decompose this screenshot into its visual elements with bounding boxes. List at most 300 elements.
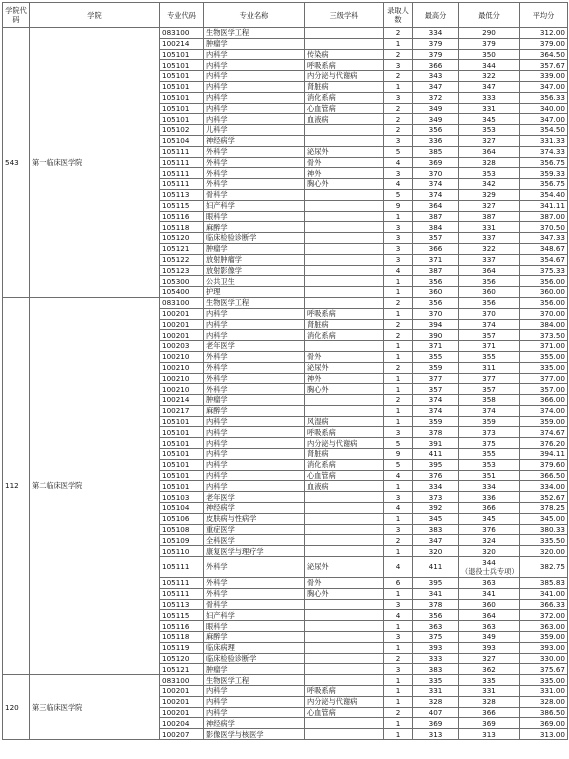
max-score-cell: 379 — [413, 49, 459, 60]
max-score-cell: 364 — [413, 200, 459, 211]
avg-score-cell: 378.25 — [520, 503, 568, 514]
major-code-cell: 105118 — [160, 632, 204, 643]
admitted-cell: 3 — [384, 427, 413, 438]
major-name-cell: 外科学 — [204, 557, 305, 578]
admitted-cell: 2 — [384, 707, 413, 718]
admitted-cell: 4 — [384, 265, 413, 276]
major-name-cell: 神经病学 — [204, 135, 305, 146]
avg-score-cell: 352.67 — [520, 492, 568, 503]
avg-score-cell: 379.60 — [520, 459, 568, 470]
avg-score-cell: 340.00 — [520, 103, 568, 114]
header-major-name: 专业名称 — [204, 3, 305, 28]
max-score-cell: 363 — [413, 621, 459, 632]
avg-score-cell: 339.00 — [520, 71, 568, 82]
major-name-cell: 内科学 — [204, 60, 305, 71]
subject-cell — [305, 503, 384, 514]
major-name-cell: 老年医学 — [204, 492, 305, 503]
subject-cell: 骨外 — [305, 157, 384, 168]
major-code-cell: 105101 — [160, 60, 204, 71]
max-score-cell: 349 — [413, 114, 459, 125]
subject-cell: 消化系病 — [305, 459, 384, 470]
admission-score-table — [2, 2, 568, 740]
admitted-cell: 2 — [384, 319, 413, 330]
subject-cell: 内分泌与代谢病 — [305, 71, 384, 82]
min-score-cell: 350 — [459, 49, 520, 60]
admitted-cell: 2 — [384, 362, 413, 373]
header-major-code: 专业代码 — [160, 3, 204, 28]
major-code-cell: 105106 — [160, 513, 204, 524]
major-name-cell: 眼科学 — [204, 621, 305, 632]
min-score-cell: 334 — [459, 481, 520, 492]
max-score-cell: 394 — [413, 319, 459, 330]
avg-score-cell: 387.00 — [520, 211, 568, 222]
major-code-cell: 100201 — [160, 330, 204, 341]
subject-cell: 胸心外 — [305, 588, 384, 599]
subject-cell — [305, 653, 384, 664]
major-name-cell: 肿瘤学 — [204, 38, 305, 49]
min-score-cell: 344 — [459, 60, 520, 71]
avg-score-cell: 335.00 — [520, 362, 568, 373]
major-code-cell: 100204 — [160, 718, 204, 729]
admitted-cell: 1 — [384, 373, 413, 384]
admitted-cell: 1 — [384, 81, 413, 92]
max-score-cell: 359 — [413, 416, 459, 427]
subject-cell: 神外 — [305, 168, 384, 179]
subject-cell — [305, 265, 384, 276]
min-score-cell: 331 — [459, 103, 520, 114]
avg-score-cell: 347.00 — [520, 114, 568, 125]
min-score-cell: 335 — [459, 675, 520, 686]
major-name-cell: 内科学 — [204, 481, 305, 492]
major-name-cell: 内科学 — [204, 416, 305, 427]
avg-score-cell: 354.40 — [520, 189, 568, 200]
major-code-cell: 105109 — [160, 535, 204, 546]
major-name-cell: 内科学 — [204, 330, 305, 341]
max-score-cell: 345 — [413, 513, 459, 524]
admitted-cell: 1 — [384, 38, 413, 49]
avg-score-cell: 356.33 — [520, 92, 568, 103]
table-row — [3, 297, 568, 308]
max-score-cell: 356 — [413, 297, 459, 308]
avg-score-cell: 382.75 — [520, 557, 568, 578]
min-score-cell: 360 — [459, 599, 520, 610]
school-code-cell: 120 — [3, 675, 30, 740]
major-name-cell: 重症医学 — [204, 524, 305, 535]
max-score-cell: 320 — [413, 546, 459, 557]
avg-score-cell: 347.33 — [520, 233, 568, 244]
min-score-cell: 353 — [459, 125, 520, 136]
admitted-cell: 4 — [384, 557, 413, 578]
min-score-cell: 336 — [459, 492, 520, 503]
header-admitted: 录取人数 — [384, 3, 413, 28]
admitted-cell: 2 — [384, 330, 413, 341]
major-code-cell: 105102 — [160, 125, 204, 136]
avg-score-cell: 385.83 — [520, 578, 568, 589]
header-row — [3, 3, 568, 28]
min-score-cell: 369 — [459, 718, 520, 729]
major-name-cell: 内科学 — [204, 707, 305, 718]
admitted-cell: 3 — [384, 664, 413, 675]
min-score-cell: 353 — [459, 459, 520, 470]
major-name-cell: 外科学 — [204, 373, 305, 384]
avg-score-cell: 373.50 — [520, 330, 568, 341]
major-name-cell: 外科学 — [204, 168, 305, 179]
admitted-cell: 1 — [384, 546, 413, 557]
admitted-cell: 3 — [384, 254, 413, 265]
max-score-cell: 411 — [413, 557, 459, 578]
min-score-cell: 387 — [459, 211, 520, 222]
avg-score-cell: 372.00 — [520, 610, 568, 621]
header-school-code: 学院代码 — [3, 3, 30, 28]
major-name-cell: 生物医学工程 — [204, 675, 305, 686]
subject-cell: 传染病 — [305, 49, 384, 60]
major-code-cell: 105111 — [160, 168, 204, 179]
max-score-cell: 395 — [413, 459, 459, 470]
admitted-cell: 3 — [384, 222, 413, 233]
major-name-cell: 骨科学 — [204, 189, 305, 200]
major-name-cell: 临床检验诊断学 — [204, 653, 305, 664]
max-score-cell: 370 — [413, 168, 459, 179]
max-score-cell: 334 — [413, 28, 459, 39]
min-score-cell: 364 — [459, 146, 520, 157]
school-code-cell: 112 — [3, 297, 30, 674]
major-code-cell: 105111 — [160, 157, 204, 168]
max-score-cell: 374 — [413, 395, 459, 406]
major-code-cell: 105101 — [160, 459, 204, 470]
major-name-cell: 麻醉学 — [204, 222, 305, 233]
header-max-score: 最高分 — [413, 3, 459, 28]
admitted-cell: 1 — [384, 341, 413, 352]
subject-cell — [305, 405, 384, 416]
major-name-cell: 内科学 — [204, 308, 305, 319]
avg-score-cell: 377.00 — [520, 373, 568, 384]
max-score-cell: 374 — [413, 405, 459, 416]
avg-score-cell: 359.00 — [520, 416, 568, 427]
major-name-cell: 护理 — [204, 287, 305, 298]
major-name-cell: 皮肤病与性病学 — [204, 513, 305, 524]
min-score-cell: 322 — [459, 71, 520, 82]
subject-cell: 肾脏病 — [305, 449, 384, 460]
min-score-cell: 366 — [459, 503, 520, 514]
min-score-cell: 320 — [459, 546, 520, 557]
max-score-cell: 385 — [413, 146, 459, 157]
major-name-cell: 外科学 — [204, 578, 305, 589]
header-school: 学院 — [30, 3, 160, 28]
avg-score-cell: 335.00 — [520, 675, 568, 686]
subject-cell — [305, 524, 384, 535]
major-code-cell: 100203 — [160, 341, 204, 352]
avg-score-cell: 364.50 — [520, 49, 568, 60]
min-score-cell: 364 — [459, 610, 520, 621]
major-code-cell: 105104 — [160, 503, 204, 514]
major-name-cell: 全科医学 — [204, 535, 305, 546]
avg-score-cell: 363.00 — [520, 621, 568, 632]
avg-score-cell: 356.00 — [520, 276, 568, 287]
max-score-cell: 378 — [413, 599, 459, 610]
admitted-cell: 3 — [384, 492, 413, 503]
subject-cell: 呼吸系病 — [305, 427, 384, 438]
major-name-cell: 肿瘤学 — [204, 243, 305, 254]
subject-cell — [305, 189, 384, 200]
max-score-cell: 369 — [413, 157, 459, 168]
avg-score-cell: 371.00 — [520, 341, 568, 352]
max-score-cell: 387 — [413, 265, 459, 276]
major-code-cell: 105101 — [160, 481, 204, 492]
min-score-cell: 353 — [459, 168, 520, 179]
major-name-cell: 骨科学 — [204, 599, 305, 610]
subject-cell: 泌尿外 — [305, 557, 384, 578]
major-name-cell: 生物医学工程 — [204, 28, 305, 39]
subject-cell: 泌尿外 — [305, 146, 384, 157]
max-score-cell: 356 — [413, 125, 459, 136]
subject-cell — [305, 395, 384, 406]
max-score-cell: 376 — [413, 470, 459, 481]
major-name-cell: 康复医学与理疗学 — [204, 546, 305, 557]
major-code-cell: 105111 — [160, 557, 204, 578]
max-score-cell: 392 — [413, 503, 459, 514]
header-avg-score: 平均分 — [520, 3, 568, 28]
avg-score-cell: 393.00 — [520, 642, 568, 653]
major-name-cell: 肿瘤学 — [204, 664, 305, 675]
max-score-cell: 370 — [413, 308, 459, 319]
subject-cell — [305, 233, 384, 244]
major-code-cell: 083100 — [160, 675, 204, 686]
major-code-cell: 105122 — [160, 254, 204, 265]
major-name-cell: 肿瘤学 — [204, 395, 305, 406]
subject-cell — [305, 621, 384, 632]
avg-score-cell: 312.00 — [520, 28, 568, 39]
subject-cell — [305, 135, 384, 146]
max-score-cell: 390 — [413, 330, 459, 341]
subject-cell — [305, 254, 384, 265]
subject-cell — [305, 243, 384, 254]
major-code-cell: 100201 — [160, 686, 204, 697]
major-code-cell: 100210 — [160, 373, 204, 384]
subject-cell: 泌尿外 — [305, 362, 384, 373]
admitted-cell: 2 — [384, 395, 413, 406]
avg-score-cell: 374.00 — [520, 405, 568, 416]
max-score-cell: 369 — [413, 718, 459, 729]
avg-score-cell: 359.33 — [520, 168, 568, 179]
min-score-cell: 379 — [459, 38, 520, 49]
admitted-cell: 4 — [384, 157, 413, 168]
min-score-cell: 345 — [459, 513, 520, 524]
avg-score-cell: 331.33 — [520, 135, 568, 146]
admitted-cell: 1 — [384, 718, 413, 729]
major-code-cell: 105118 — [160, 222, 204, 233]
max-score-cell: 331 — [413, 686, 459, 697]
min-score-cell: 356 — [459, 297, 520, 308]
major-name-cell: 眼科学 — [204, 211, 305, 222]
subject-cell — [305, 664, 384, 675]
avg-score-cell: 356.75 — [520, 157, 568, 168]
admitted-cell: 1 — [384, 588, 413, 599]
avg-score-cell: 328.00 — [520, 696, 568, 707]
max-score-cell: 357 — [413, 384, 459, 395]
major-code-cell: 105101 — [160, 103, 204, 114]
major-code-cell: 100201 — [160, 319, 204, 330]
min-score-cell: 358 — [459, 395, 520, 406]
max-score-cell: 360 — [413, 287, 459, 298]
admitted-cell: 2 — [384, 49, 413, 60]
avg-score-cell: 341.11 — [520, 200, 568, 211]
min-score-cell: 290 — [459, 28, 520, 39]
max-score-cell: 334 — [413, 481, 459, 492]
major-name-cell: 内科学 — [204, 438, 305, 449]
subject-cell — [305, 297, 384, 308]
admitted-cell: 3 — [384, 168, 413, 179]
major-name-cell: 公共卫生 — [204, 276, 305, 287]
major-name-cell: 内科学 — [204, 459, 305, 470]
major-code-cell: 105115 — [160, 200, 204, 211]
min-score-cell: 360 — [459, 287, 520, 298]
subject-cell — [305, 211, 384, 222]
major-code-cell: 083100 — [160, 28, 204, 39]
admitted-cell: 3 — [384, 524, 413, 535]
max-score-cell: 378 — [413, 427, 459, 438]
avg-score-cell: 357.00 — [520, 384, 568, 395]
subject-cell — [305, 599, 384, 610]
admitted-cell: 9 — [384, 200, 413, 211]
admitted-cell: 1 — [384, 686, 413, 697]
min-score-cell: 357 — [459, 330, 520, 341]
major-code-cell: 100207 — [160, 729, 204, 740]
max-score-cell: 366 — [413, 243, 459, 254]
admitted-cell: 4 — [384, 610, 413, 621]
min-score-cell: 374 — [459, 319, 520, 330]
admitted-cell: 3 — [384, 92, 413, 103]
major-name-cell: 内科学 — [204, 114, 305, 125]
major-code-cell: 100201 — [160, 707, 204, 718]
min-score-cell: 375 — [459, 438, 520, 449]
min-score-cell: 311 — [459, 362, 520, 373]
major-code-cell: 105103 — [160, 492, 204, 503]
major-code-cell: 105113 — [160, 599, 204, 610]
max-score-cell: 383 — [413, 664, 459, 675]
table-body — [3, 28, 568, 740]
avg-score-cell: 356.75 — [520, 179, 568, 190]
min-score-cell: 328 — [459, 696, 520, 707]
min-score-cell: 324 — [459, 535, 520, 546]
admitted-cell: 2 — [384, 653, 413, 664]
max-score-cell: 377 — [413, 373, 459, 384]
min-score-cell: 373 — [459, 427, 520, 438]
major-code-cell: 105120 — [160, 653, 204, 664]
major-name-cell: 影像医学与核医学 — [204, 729, 305, 740]
min-score-cell: 363 — [459, 578, 520, 589]
avg-score-cell: 356.00 — [520, 297, 568, 308]
major-code-cell: 083100 — [160, 297, 204, 308]
subject-cell — [305, 28, 384, 39]
max-score-cell: 343 — [413, 71, 459, 82]
major-code-cell: 105101 — [160, 114, 204, 125]
subject-cell: 消化系病 — [305, 330, 384, 341]
max-score-cell: 391 — [413, 438, 459, 449]
min-score-cell: 337 — [459, 233, 520, 244]
min-score-cell: 362 — [459, 664, 520, 675]
min-score-cell: 359 — [459, 416, 520, 427]
table-row — [3, 675, 568, 686]
avg-score-cell: 374.33 — [520, 146, 568, 157]
max-score-cell: 407 — [413, 707, 459, 718]
avg-score-cell: 379.00 — [520, 38, 568, 49]
avg-score-cell: 354.67 — [520, 254, 568, 265]
major-name-cell: 内科学 — [204, 49, 305, 60]
max-score-cell: 347 — [413, 535, 459, 546]
subject-cell: 血液病 — [305, 481, 384, 492]
major-code-cell: 100214 — [160, 395, 204, 406]
avg-score-cell: 374.67 — [520, 427, 568, 438]
major-name-cell: 神经病学 — [204, 503, 305, 514]
subject-cell — [305, 38, 384, 49]
subject-cell — [305, 535, 384, 546]
min-score-cell: 364 — [459, 265, 520, 276]
avg-score-cell: 341.00 — [520, 588, 568, 599]
max-score-cell: 328 — [413, 696, 459, 707]
school-code-cell: 543 — [3, 28, 30, 298]
subject-cell: 内分泌与代谢病 — [305, 696, 384, 707]
subject-cell: 血液病 — [305, 114, 384, 125]
min-score-cell: 329 — [459, 189, 520, 200]
major-code-cell: 105113 — [160, 189, 204, 200]
major-name-cell: 麻醉学 — [204, 405, 305, 416]
major-code-cell: 105101 — [160, 416, 204, 427]
max-score-cell: 371 — [413, 254, 459, 265]
major-name-cell: 临床病理 — [204, 642, 305, 653]
major-name-cell: 生物医学工程 — [204, 297, 305, 308]
major-name-cell: 外科学 — [204, 351, 305, 362]
admitted-cell: 1 — [384, 287, 413, 298]
admitted-cell: 2 — [384, 114, 413, 125]
subject-cell: 骨外 — [305, 351, 384, 362]
avg-score-cell: 384.00 — [520, 319, 568, 330]
major-code-cell: 105116 — [160, 211, 204, 222]
avg-score-cell: 376.20 — [520, 438, 568, 449]
admitted-cell: 1 — [384, 211, 413, 222]
max-score-cell: 395 — [413, 578, 459, 589]
subject-cell: 肾脏病 — [305, 319, 384, 330]
major-name-cell: 内科学 — [204, 427, 305, 438]
min-score-cell: 331 — [459, 222, 520, 233]
major-name-cell: 内科学 — [204, 71, 305, 82]
major-code-cell: 105111 — [160, 179, 204, 190]
min-score-cell: 327 — [459, 135, 520, 146]
subject-cell: 呼吸系病 — [305, 308, 384, 319]
major-name-cell: 妇产科学 — [204, 200, 305, 211]
subject-cell — [305, 632, 384, 643]
max-score-cell: 341 — [413, 588, 459, 599]
subject-cell: 骨外 — [305, 578, 384, 589]
max-score-cell: 357 — [413, 233, 459, 244]
max-score-cell: 336 — [413, 135, 459, 146]
subject-cell — [305, 200, 384, 211]
admitted-cell: 3 — [384, 599, 413, 610]
major-name-cell: 麻醉学 — [204, 632, 305, 643]
min-score-cell: 393 — [459, 642, 520, 653]
avg-score-cell: 366.50 — [520, 470, 568, 481]
admitted-cell: 1 — [384, 675, 413, 686]
min-score-cell: 327 — [459, 653, 520, 664]
admitted-cell: 4 — [384, 503, 413, 514]
avg-score-cell: 335.50 — [520, 535, 568, 546]
avg-score-cell: 366.33 — [520, 599, 568, 610]
admitted-cell: 3 — [384, 243, 413, 254]
min-score-cell: 355 — [459, 351, 520, 362]
max-score-cell: 313 — [413, 729, 459, 740]
major-code-cell: 105110 — [160, 546, 204, 557]
min-score-cell: 371 — [459, 341, 520, 352]
min-score-cell: 322 — [459, 243, 520, 254]
